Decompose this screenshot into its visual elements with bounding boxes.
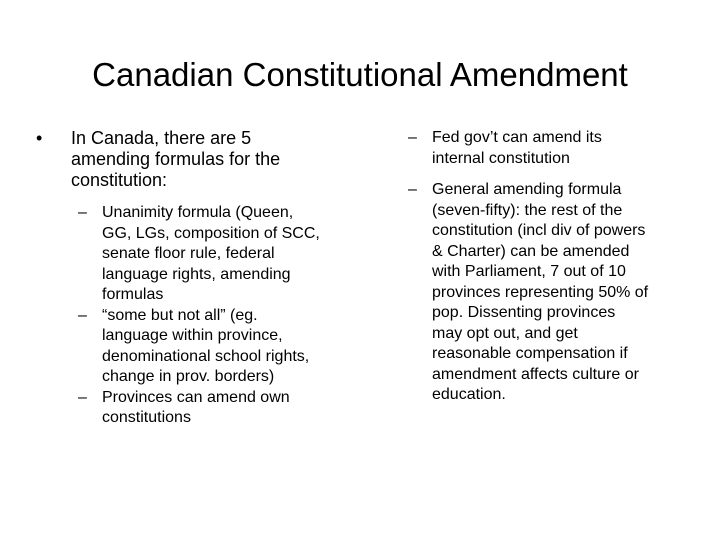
main-bullet-text	[71, 128, 366, 191]
sub-bullet-some-but-not-all	[36, 306, 366, 388]
text-line: GG, LGs, composition of SCC,	[102, 224, 320, 242]
text-line: provinces representing 50% of	[432, 283, 649, 301]
text-line: language within province,	[102, 327, 283, 344]
dash-mark: –	[78, 306, 87, 324]
text-line: constitution (incl div of powers	[432, 222, 646, 239]
sub-bullet-list	[36, 203, 366, 429]
sub-bullet-provinces	[36, 388, 366, 429]
text-line: internal constitution	[432, 149, 570, 167]
text-line: & Charter) can be amended	[432, 242, 630, 260]
text-line: Provinces can amend own	[102, 388, 290, 406]
text-line: In Canada, there are 5	[71, 128, 252, 148]
text-line: amending formulas for the	[71, 149, 281, 169]
right-column	[408, 128, 698, 406]
text-line: Fed gov’t can amend its	[432, 129, 602, 146]
text-line: constitution:	[71, 170, 168, 190]
text-line: with Parliament, 7 out of 10	[432, 263, 626, 280]
text-line: change in prov. borders)	[102, 368, 275, 385]
left-column	[36, 128, 366, 429]
text-line: reasonable compensation if	[432, 345, 628, 362]
text-line: (seven-fifty): the rest of the	[432, 201, 623, 219]
text-line: education.	[432, 386, 506, 403]
text-line: senate floor rule, federal	[102, 245, 275, 262]
sub-bullet-fed-govt	[408, 128, 698, 169]
text-line: language rights, amending	[102, 265, 291, 283]
text-line: formulas	[102, 286, 164, 303]
dash-mark: –	[408, 129, 417, 146]
text-line: constitutions	[102, 409, 191, 426]
bullet-mark: •	[36, 128, 43, 148]
dash-mark: –	[408, 181, 417, 198]
text-line: may opt out, and get	[432, 324, 578, 342]
main-bullet	[36, 128, 366, 191]
text-line: denominational school rights,	[102, 347, 310, 365]
text-line: General amending formula	[432, 181, 622, 198]
text-line: pop. Dissenting provinces	[432, 304, 616, 321]
text-line: amendment affects culture or	[432, 365, 639, 383]
text-line: “some but not all” (eg.	[102, 306, 258, 324]
dash-mark: –	[78, 204, 87, 221]
text-line: Unanimity formula (Queen,	[102, 204, 294, 221]
sub-bullet-unanimity	[36, 203, 366, 306]
slide-title: Canadian Constitutional Amendment	[92, 56, 628, 93]
dash-mark: –	[78, 388, 87, 406]
sub-bullet-general-formula	[408, 180, 698, 406]
